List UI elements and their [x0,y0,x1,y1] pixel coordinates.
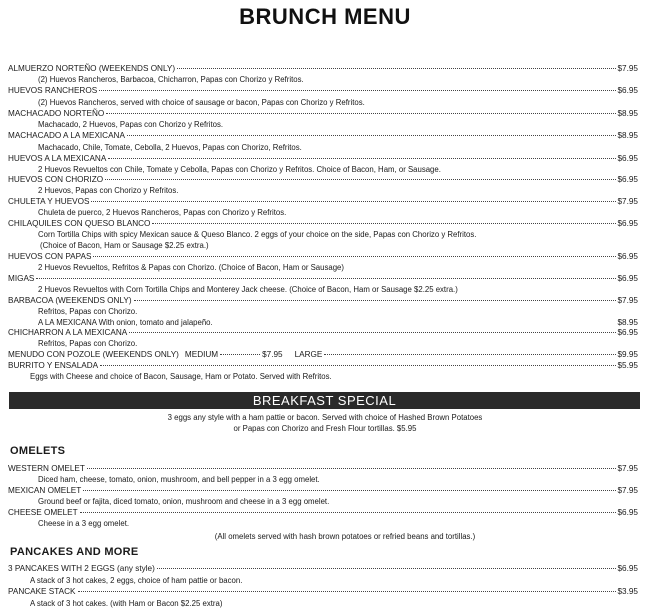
dot-leader [99,90,615,91]
breakfast-special-description-2: or Papas con Chorizo and Fresh Flour tortillas. $5.95 [233,424,417,433]
item-description: (2) Huevos Rancheros, Barbacoa, Chicharron, Papas con Chorizo y Refritos. [38,75,304,84]
size-label-large: LARGE [294,350,323,359]
item-name: HUEVOS CON PAPAS [8,252,92,261]
item-price: $8.95 [617,131,638,140]
omelets-note: (All omelets served with hash brown potatoes or refried beans and tortillas.) [214,532,476,541]
item-description: 2 Huevos, Papas con Chorizo y Refritos. [38,186,179,195]
item-name: 3 PANCAKES WITH 2 EGGS (any style) [8,564,155,573]
item-price: $6.95 [617,154,638,163]
section-heading-omelets: OMELETS [10,445,66,457]
dot-leader [129,332,615,333]
item-price: $6.95 [617,219,638,228]
section-heading-pancakes: PANCAKES AND MORE [10,546,139,558]
dot-leader [157,568,616,569]
item-description: Machacado, Chile, Tomate, Cebolla, 2 Huevos, Papas con Chorizo, Refritos. [38,143,302,152]
item-name: HUEVOS A LA MEXICANA [8,154,107,163]
menu-title: BRUNCH MENU [239,4,411,29]
dot-leader [324,354,615,355]
item-name: MACHACADO NORTEÑO [8,109,105,118]
menu-item [8,85,638,97]
item-price: $8.95 [617,109,638,118]
dot-leader [127,135,616,136]
item-description: Eggs with Cheese and choice of Bacon, Sausage, Ham or Potato. Served with Refritos. [30,372,332,381]
item-price: $7.95 [617,296,638,305]
dot-leader [83,490,615,491]
item-name: CHICHARRON A LA MEXICANA [8,328,128,337]
menu-item [8,563,638,575]
item-price: $5.95 [617,361,638,370]
item-price: $6.95 [617,564,638,573]
item-name: CHULETA Y HUEVOS [8,197,90,206]
item-name: ALMUERZO NORTEÑO (WEEKENDS ONLY) [8,64,176,73]
menu-item [8,130,638,142]
item-price: $7.95 [617,197,638,206]
item-name: CHILAQUILES CON QUESO BLANCO [8,219,151,228]
item-price: $6.95 [617,328,638,337]
item-description: 2 Huevos Revueltos, Refritos & Papas con Chorizo. (Choice of Bacon, Ham or Sausage) [38,263,344,272]
dot-leader [177,68,615,69]
item-name: MACHACADO A LA MEXICANA [8,131,125,140]
dot-leader [80,512,616,513]
item-name: WESTERN OMELET [8,464,85,473]
dot-leader [220,354,260,355]
item-price: $6.95 [617,508,638,517]
item-description: A stack of 3 hot cakes, 2 eggs, choice of ham pattie or bacon. [30,576,243,585]
dot-leader [78,591,616,592]
item-description: Cheese in a 3 egg omelet. [38,519,130,528]
breakfast-special-banner: BREAKFAST SPECIAL [9,392,640,409]
dot-leader [93,256,615,257]
dot-leader [91,201,615,202]
item-name: CHEESE OMELET [8,508,78,517]
dot-leader [152,223,615,224]
size-label-medium: MEDIUM [184,350,219,359]
menu-item [8,586,638,598]
item-price: $6.95 [617,175,638,184]
dot-leader [100,365,615,366]
item-description: 2 Huevos Revueltos con Chile, Tomate y Cebolla, Papas con Chorizo y Refritos. Choice of Bacon, Ham, or Sausage. [38,165,441,174]
item-name: HUEVOS RANCHEROS [8,86,98,95]
dot-leader [105,179,615,180]
item-price: $9.95 [617,350,638,359]
item-name: BARBACOA (WEEKENDS ONLY) [8,296,132,305]
item-description: Diced ham, cheese, tomato, onion, mushroom, and bell pepper in a 3 egg omelet. [38,475,320,484]
item-price: $3.95 [617,587,638,596]
item-price: $7.95 [617,486,638,495]
item-price: $6.95 [617,252,638,261]
item-description: Ground beef or fajita, diced tomato, onion, mushroom and cheese in a 3 egg omelet. [38,497,330,506]
dot-leader [108,158,615,159]
item-price: $7.95 [617,64,638,73]
item-description: Refritos, Papas con Chorizo. [38,339,138,348]
dot-leader [134,300,616,301]
variant-description: A LA MEXICANA With onion, tomato and jalapeño. [38,318,213,327]
item-name: MEXICAN OMELET [8,486,82,495]
item-description: Chuleta de puerco, 2 Huevos Rancheros, Papas con Chorizo y Refritos. [38,208,287,217]
item-description: (2) Huevos Rancheros, served with choice of sausage or bacon, Papas con Chorizo y Refritos. [38,98,365,107]
item-price: $6.95 [617,86,638,95]
item-description: Machacado, 2 Huevos, Papas con Chorizo y Refritos. [38,120,224,129]
item-name: PANCAKE STACK [8,587,76,596]
item-price: $7.95 [617,464,638,473]
item-name: MENUDO CON POZOLE (WEEKENDS ONLY) [8,350,179,359]
item-name: HUEVOS CON CHORIZO [8,175,104,184]
dot-leader [106,113,615,114]
item-name: MIGAS [8,274,35,283]
item-price: $6.95 [617,274,638,283]
dot-leader [36,278,615,279]
item-description: Refritos, Papas con Chorizo. [38,307,138,316]
item-price: $8.95 [617,318,638,327]
item-description-extra: (Choice of Bacon, Ham or Sausage $2.25 extra.) [40,241,209,250]
size-price-medium: $7.95 [262,350,283,359]
item-name: BURRITO Y ENSALADA [8,361,99,370]
breakfast-special-description: 3 eggs any style with a ham pattie or bacon. Served with choice of Hashed Brown Potatoes [167,413,483,422]
item-description: A stack of 3 hot cakes. (with Ham or Bacon $2.25 extra) [30,599,223,608]
item-description: 2 Huevos Revueltos with Corn Tortilla Chips and Monterey Jack cheese. (Choice of Bacon, Ham or Sausage $2.25 extra.) [38,285,458,294]
item-description: Corn Tortilla Chips with spicy Mexican sauce & Queso Blanco. 2 eggs of your choice on the side, Papas con Chorizo y Refritos. [38,230,477,239]
dot-leader [87,468,616,469]
